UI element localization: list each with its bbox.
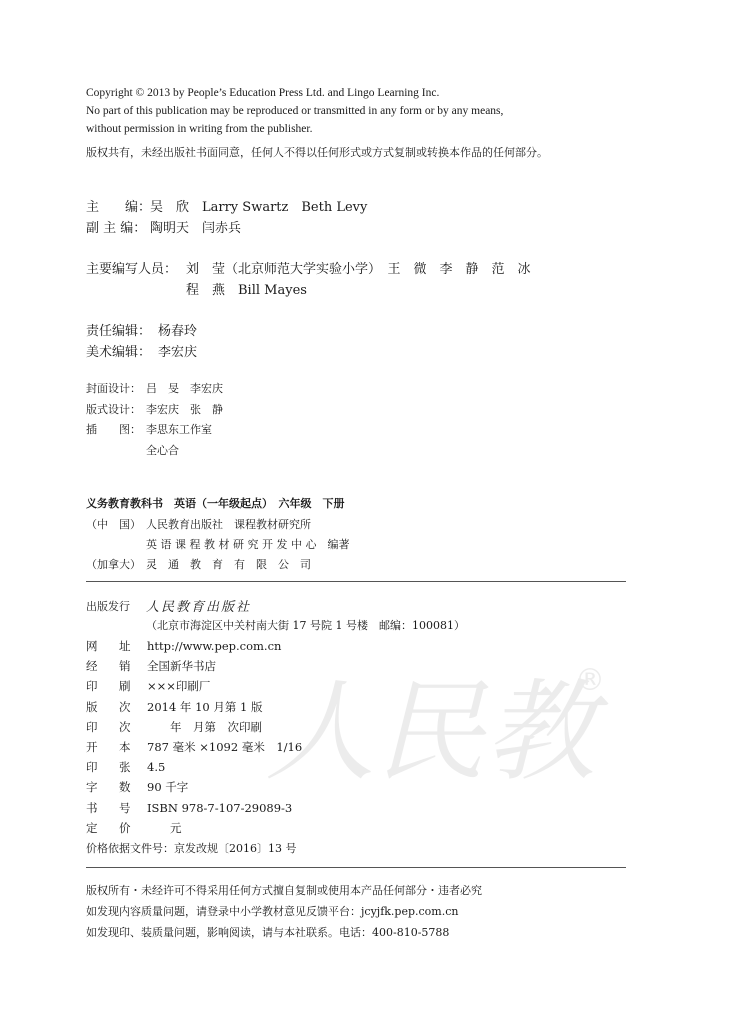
layout-design-value: 李宏庆 张 静 — [146, 403, 223, 416]
detail-key-2: 本 — [119, 740, 131, 754]
watermark-registered: ® — [575, 663, 605, 698]
book-title: 义务教育教科书 英语（一年级起点） 六年级 下册 — [86, 497, 345, 510]
footer-line-1: 版权所有・未经许可不得采用任何方式擅自复制或使用本产品任何部分・违者必究 — [86, 884, 482, 897]
publisher-address: （北京市海淀区中关村南大街 17 号院 1 号楼 邮编：100081） — [146, 619, 465, 632]
detail-key-1: 字 — [86, 780, 98, 795]
detail-key-1: 印 — [86, 719, 98, 734]
detail-key-2: 张 — [119, 760, 131, 775]
detail-value: 年 月第 次印刷 — [147, 719, 262, 734]
chief-editor-value: 吴 欣 Larry Swartz Beth Levy — [150, 200, 368, 215]
detail-key-2: 次 — [119, 699, 131, 714]
detail-key-1: 网 — [86, 639, 98, 653]
detail-key-2: 刷 — [119, 679, 131, 694]
illustration-value-1: 李思东工作室 — [146, 423, 212, 436]
publisher-3-label: （加拿大） — [86, 558, 141, 571]
detail-value: 787 毫米 ×1092 毫米 1/16 — [147, 740, 303, 754]
detail-key-1: 定 — [86, 820, 98, 835]
detail-value: http://www.pep.com.cn — [147, 639, 282, 653]
publisher-logo: 人民教育出版社 — [146, 600, 252, 615]
detail-value: 4.5 — [147, 760, 166, 775]
publisher-2-value: 英 语 课 程 教 材 研 究 开 发 中 心 编著 — [146, 538, 350, 551]
cover-design-value: 吕 旻 李宏庆 — [146, 382, 223, 395]
detail-key-2: 销 — [119, 659, 131, 674]
detail-key-1: 经 — [86, 659, 98, 674]
detail-value: 元 — [147, 820, 182, 835]
footer-line-2: 如发现内容质量问题，请登录中小学教材意见反馈平台：jcyjfk.pep.com.cn — [86, 905, 459, 918]
detail-key-1: 版 — [86, 699, 98, 714]
copyright-line-1: Copyright © 2013 by People’s Education Press Ltd. and Lingo Learning Inc. — [86, 87, 440, 99]
detail-key-1: 开 — [86, 740, 98, 754]
deputy-editor-value: 陶明天 闫赤兵 — [150, 221, 242, 236]
writers-line-1: 刘 莹（北京师范大学实验小学） 王 微 李 静 范 冰 — [186, 262, 531, 277]
divider-top — [86, 581, 626, 582]
publisher-1-value: 人民教育出版社 课程教材研究所 — [146, 518, 311, 531]
writers-label: 主要编写人员： — [86, 262, 178, 277]
detail-key-2: 数 — [119, 780, 131, 795]
watermark-text: 人民教 — [265, 668, 595, 796]
footer-line-3: 如发现印、装质量问题，影响阅读，请与本社联系。电话：400-810-5788 — [86, 926, 450, 939]
detail-value: 90 千字 — [147, 780, 189, 795]
watermark-logo — [255, 650, 615, 800]
detail-key-2: 号 — [119, 800, 131, 815]
chief-editor-label: 主 编： — [86, 200, 152, 215]
cover-design-label: 封面设计： — [86, 382, 141, 395]
responsible-editor-label: 责任编辑： — [86, 324, 152, 339]
detail-key-2: 次 — [119, 719, 131, 734]
detail-key-2: 价 — [119, 820, 131, 835]
publisher-1-label: （中 国） — [86, 518, 141, 531]
detail-value: ×××印刷厂 — [147, 679, 211, 694]
detail-value: 全国新华书店 — [147, 659, 216, 674]
detail-key-1: 印 — [86, 679, 98, 694]
detail-key-1: 书 — [86, 800, 98, 815]
layout-design-label: 版式设计： — [86, 403, 141, 416]
art-editor-value: 李宏庆 — [158, 345, 198, 360]
art-editor-label: 美术编辑： — [86, 345, 152, 360]
detail-key-1: 印 — [86, 760, 98, 775]
responsible-editor-value: 杨春玲 — [158, 324, 198, 339]
copyright-line-3: without permission in writing from the publisher. — [86, 123, 313, 135]
illustration-label: 插 图： — [86, 423, 141, 436]
detail-value: ISBN 978-7-107-29089-3 — [147, 800, 293, 815]
copyright-cn: 版权共有，未经出版社书面同意，任何人不得以任何形式或方式复制或转换本作品的任何部分。 — [86, 146, 548, 159]
illustration-value-2: 全心合 — [146, 444, 179, 457]
detail-key-2: 址 — [119, 639, 131, 653]
deputy-editor-label: 副 主 编： — [86, 221, 147, 236]
price-basis: 价格依据文件号：京发改规〔2016〕13 号 — [86, 842, 297, 855]
detail-value: 2014 年 10 月第 1 版 — [147, 699, 263, 714]
publisher-3-value: 灵 通 教 育 有 限 公 司 — [146, 558, 311, 571]
writers-line-2: 程 燕 Bill Mayes — [186, 283, 307, 298]
publishing-label: 出版发行 — [86, 600, 130, 613]
divider-bottom — [86, 867, 626, 868]
copyright-line-2: No part of this publication may be reproduced or transmitted in any form or by any means, — [86, 105, 504, 117]
